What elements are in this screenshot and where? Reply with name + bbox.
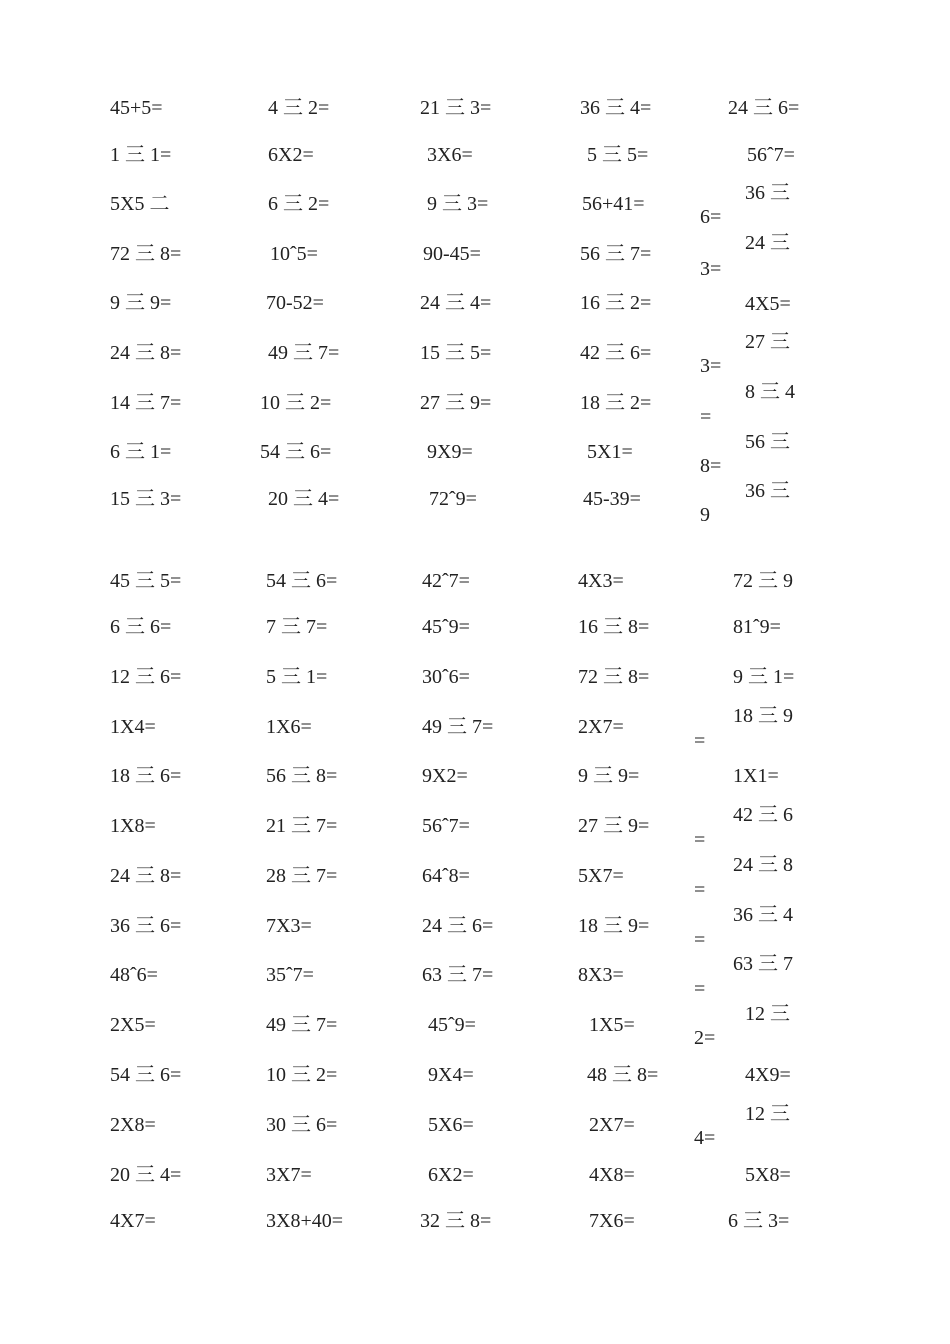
wrapped-problem-tail: 8= bbox=[700, 455, 722, 477]
problem: 9 三 3= bbox=[427, 193, 489, 215]
problem: 45ˆ9= bbox=[428, 1014, 476, 1036]
problem: 5X7= bbox=[578, 865, 624, 887]
wrapped-problem: 36 三 bbox=[745, 480, 790, 502]
wrapped-problem-tail: 6= bbox=[700, 206, 722, 228]
wrapped-problem: 63 三 7 bbox=[733, 953, 793, 975]
problem-row bbox=[0, 911, 950, 941]
problem: 48ˆ6= bbox=[110, 964, 158, 986]
problem: 56+41= bbox=[582, 193, 645, 215]
wrapped-problem: 24 三 8 bbox=[733, 854, 793, 876]
problem: 5X8= bbox=[745, 1164, 791, 1186]
wrapped-problem: 36 三 bbox=[745, 182, 790, 204]
problem: 45-39= bbox=[583, 488, 641, 510]
problem: 4X8= bbox=[589, 1164, 635, 1186]
problem-row bbox=[0, 811, 950, 841]
problem: 9X9= bbox=[427, 441, 473, 463]
problem: 1X8= bbox=[110, 815, 156, 837]
problem: 5X1= bbox=[587, 441, 633, 463]
wrapped-problem: 36 三 4 bbox=[733, 904, 793, 926]
problem: 7X6= bbox=[589, 1210, 635, 1232]
problem: 10ˆ5= bbox=[270, 243, 318, 265]
problem: 18 三 2= bbox=[580, 392, 652, 414]
problem: 6 三 6= bbox=[110, 616, 172, 638]
problem: 20 三 4= bbox=[268, 488, 340, 510]
problem: 5X6= bbox=[428, 1114, 474, 1136]
wrapped-problem: 24 三 bbox=[745, 232, 790, 254]
problem: 21 三 3= bbox=[420, 97, 492, 119]
problem: 6 三 1= bbox=[110, 441, 172, 463]
problem: 35ˆ7= bbox=[266, 964, 314, 986]
problem: 2X8= bbox=[110, 1114, 156, 1136]
problem: 8X3= bbox=[578, 964, 624, 986]
problem: 9 三 1= bbox=[733, 666, 795, 688]
problem: 16 三 2= bbox=[580, 292, 652, 314]
problem-row bbox=[0, 861, 950, 891]
problem: 9X2= bbox=[422, 765, 468, 787]
problem: 42ˆ7= bbox=[422, 570, 470, 592]
problem: 24 三 6= bbox=[728, 97, 800, 119]
problem: 30ˆ6= bbox=[422, 666, 470, 688]
problem: 1X5= bbox=[589, 1014, 635, 1036]
problem: 9 三 9= bbox=[578, 765, 640, 787]
wrapped-problem: 12 三 bbox=[745, 1103, 790, 1125]
problem-row bbox=[0, 1110, 950, 1140]
problem: 32 三 8= bbox=[420, 1210, 492, 1232]
problem: 12 三 6= bbox=[110, 666, 182, 688]
wrapped-problem-tail: 3= bbox=[700, 355, 722, 377]
wrapped-problem: 56 三 bbox=[745, 431, 790, 453]
problem: 15 三 5= bbox=[420, 342, 492, 364]
problem: 9 三 9= bbox=[110, 292, 172, 314]
wrapped-problem-tail: = bbox=[694, 829, 706, 851]
problem: 4 三 2= bbox=[268, 97, 330, 119]
problem-row bbox=[0, 612, 950, 642]
problem: 6X2= bbox=[428, 1164, 474, 1186]
problem: 24 三 4= bbox=[420, 292, 492, 314]
problem-row bbox=[0, 1060, 950, 1090]
problem: 27 三 9= bbox=[420, 392, 492, 414]
problem: 64ˆ8= bbox=[422, 865, 470, 887]
problem: 20 三 4= bbox=[110, 1164, 182, 1186]
wrapped-problem: 42 三 6 bbox=[733, 804, 793, 826]
problem: 36 三 6= bbox=[110, 915, 182, 937]
problem: 7X3= bbox=[266, 915, 312, 937]
problem: 1X4= bbox=[110, 716, 156, 738]
problem-row bbox=[0, 1206, 950, 1236]
problem: 24 三 6= bbox=[422, 915, 494, 937]
problem: 3X7= bbox=[266, 1164, 312, 1186]
problem: 3X6= bbox=[427, 144, 473, 166]
problem: 36 三 4= bbox=[580, 97, 652, 119]
problem: 54 三 6= bbox=[266, 570, 338, 592]
problem: 27 三 9= bbox=[578, 815, 650, 837]
problem: 54 三 6= bbox=[260, 441, 332, 463]
problem: 18 三 6= bbox=[110, 765, 182, 787]
problem: 24 三 8= bbox=[110, 342, 182, 364]
problem: 6 三 3= bbox=[728, 1210, 790, 1232]
wrapped-problem-tail: = bbox=[694, 730, 706, 752]
problem: 56ˆ7= bbox=[747, 144, 795, 166]
wrapped-problem-tail: = bbox=[694, 929, 706, 951]
problem: 54 三 6= bbox=[110, 1064, 182, 1086]
problem: 1 三 1= bbox=[110, 144, 172, 166]
problem-row bbox=[0, 662, 950, 692]
problem-row bbox=[0, 960, 950, 990]
problem: 72ˆ9= bbox=[429, 488, 477, 510]
problem: 72 三 9 bbox=[733, 570, 793, 592]
problem: 24 三 8= bbox=[110, 865, 182, 887]
problem: 5X5 二 bbox=[110, 193, 170, 215]
problem: 81ˆ9= bbox=[733, 616, 781, 638]
wrapped-problem: 27 三 bbox=[745, 331, 790, 353]
problem: 6 三 2= bbox=[268, 193, 330, 215]
problem-row bbox=[0, 761, 950, 791]
problem: 14 三 7= bbox=[110, 392, 182, 414]
problem: 2X5= bbox=[110, 1014, 156, 1036]
problem: 4X7= bbox=[110, 1210, 156, 1232]
wrapped-problem-tail: 3= bbox=[700, 258, 722, 280]
wrapped-problem: 18 三 9 bbox=[733, 705, 793, 727]
problem: 56 三 8= bbox=[266, 765, 338, 787]
problem: 21 三 7= bbox=[266, 815, 338, 837]
problem: 56 三 7= bbox=[580, 243, 652, 265]
problem: 45+5= bbox=[110, 97, 163, 119]
wrapped-problem: 8 三 4 bbox=[745, 381, 795, 403]
problem: 70-52= bbox=[266, 292, 324, 314]
problem: 49 三 7= bbox=[422, 716, 494, 738]
problem: 1X6= bbox=[266, 716, 312, 738]
problem: 2X7= bbox=[589, 1114, 635, 1136]
problem: 7 三 7= bbox=[266, 616, 328, 638]
problem: 1X1= bbox=[733, 765, 779, 787]
problem: 5 三 5= bbox=[587, 144, 649, 166]
problem: 56ˆ7= bbox=[422, 815, 470, 837]
problem: 72 三 8= bbox=[578, 666, 650, 688]
problem: 18 三 9= bbox=[578, 915, 650, 937]
wrapped-problem-tail: = bbox=[694, 978, 706, 1000]
problem: 10 三 2= bbox=[260, 392, 332, 414]
problem: 48 三 8= bbox=[587, 1064, 659, 1086]
wrapped-problem: 12 三 bbox=[745, 1003, 790, 1025]
problem-row bbox=[0, 1160, 950, 1190]
wrapped-problem-tail: 4= bbox=[694, 1127, 716, 1149]
problem: 28 三 7= bbox=[266, 865, 338, 887]
problem: 30 三 6= bbox=[266, 1114, 338, 1136]
problem: 72 三 8= bbox=[110, 243, 182, 265]
problem: 15 三 3= bbox=[110, 488, 182, 510]
problem: 4X9= bbox=[745, 1064, 791, 1086]
problem: 2X7= bbox=[578, 716, 624, 738]
problem: 4X3= bbox=[578, 570, 624, 592]
wrapped-problem-tail: = bbox=[700, 406, 712, 428]
problem: 45ˆ9= bbox=[422, 616, 470, 638]
problem: 3X8+40= bbox=[266, 1210, 344, 1232]
problem: 49 三 7= bbox=[268, 342, 340, 364]
problem: 42 三 6= bbox=[580, 342, 652, 364]
wrapped-problem-tail: 9 bbox=[700, 504, 710, 526]
problem: 90-45= bbox=[423, 243, 481, 265]
wrapped-problem: 4X5= bbox=[745, 293, 791, 315]
wrapped-problem-tail: 2= bbox=[694, 1027, 716, 1049]
problem-row bbox=[0, 566, 950, 596]
problem: 49 三 7= bbox=[266, 1014, 338, 1036]
problem: 16 三 8= bbox=[578, 616, 650, 638]
problem: 10 三 2= bbox=[266, 1064, 338, 1086]
problem-row bbox=[0, 712, 950, 742]
problem: 63 三 7= bbox=[422, 964, 494, 986]
problem-row bbox=[0, 1010, 950, 1040]
wrapped-problem-tail: = bbox=[694, 879, 706, 901]
problem: 6X2= bbox=[268, 144, 314, 166]
problem: 5 三 1= bbox=[266, 666, 328, 688]
problem: 9X4= bbox=[428, 1064, 474, 1086]
problem: 45 三 5= bbox=[110, 570, 182, 592]
